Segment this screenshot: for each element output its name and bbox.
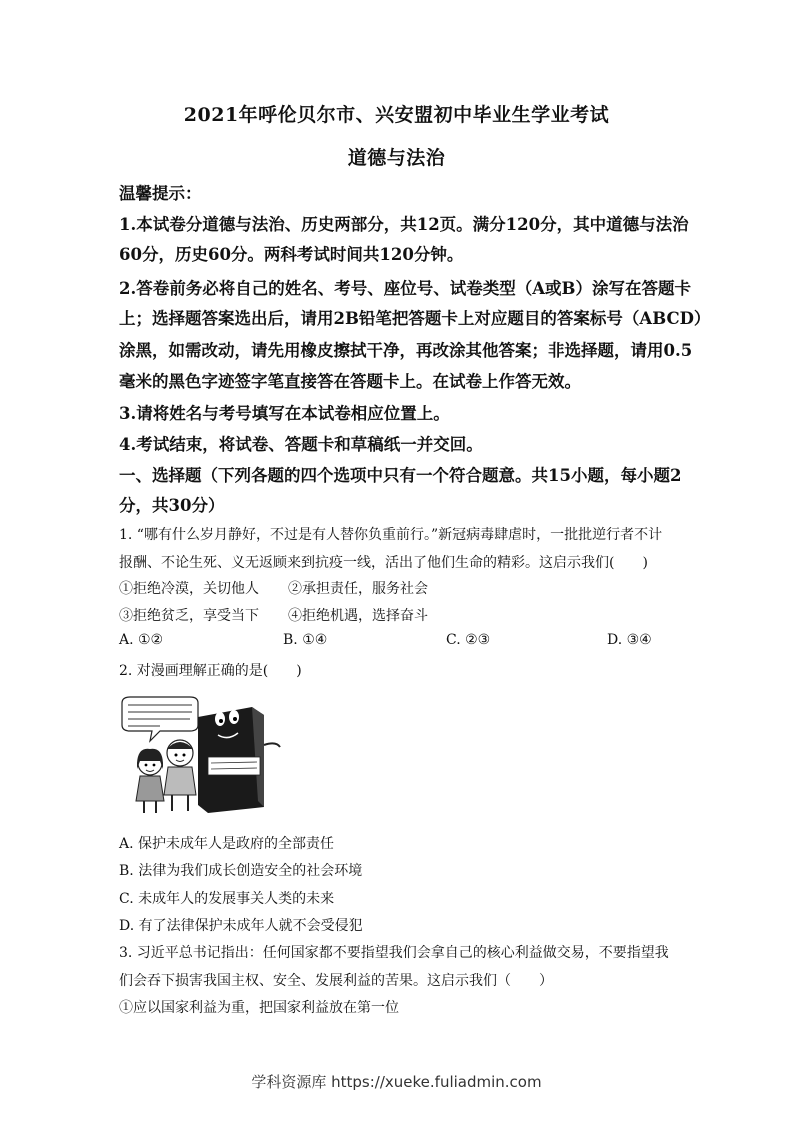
- statement-1: ①拒绝冷漠，关切他人: [119, 581, 259, 597]
- question-2-option-a: A. 保护未成年人是政府的全部责任: [119, 836, 335, 852]
- option-c: C. ②③: [446, 632, 491, 648]
- statement-2: ②承担责任，服务社会: [288, 581, 428, 597]
- question-2-stem: 2. 对漫画理解正确的是( ): [119, 663, 302, 679]
- notice-line: 毫米的黑色字迹签字笔直接答在答题卡上。在试卷上作答无效。: [119, 372, 581, 391]
- section-heading-cont: 分，共30分）: [119, 496, 225, 515]
- section-heading: 一、选择题（下列各题的四个选项中只有一个符合题意。共15小题，每小题2: [119, 466, 682, 485]
- question-2-option-d: D. 有了法律保护未成年人就不会受侵犯: [119, 918, 363, 934]
- notice-line: 2.答卷前务必将自己的姓名、考号、座位号、试卷类型（A或B）涂写在答题卡: [119, 279, 691, 298]
- option-a: A. ①②: [119, 632, 164, 648]
- question-3-statement-1: ①应以国家利益为重，把国家利益放在第一位: [119, 1000, 399, 1016]
- notice-line: 3.请将姓名与考号填写在本试卷相应位置上。: [119, 404, 450, 423]
- statement-4: ④拒绝机遇，选择奋斗: [288, 608, 428, 624]
- notice-line: 60分，历史60分。两科考试时间共120分钟。: [119, 245, 464, 264]
- notice-line: 4.考试结束，将试卷、答题卡和草稿纸一并交回。: [119, 435, 483, 454]
- footer-watermark: 学科资源库 https://xueke.fuliadmin.com: [251, 1073, 542, 1091]
- option-d: D. ③④: [607, 632, 652, 648]
- notice-line: 1.本试卷分道德与法治、历史两部分，共12页。满分120分，其中道德与法治: [119, 215, 689, 234]
- option-b: B. ①④: [283, 632, 328, 648]
- exam-title: 2021年呼伦贝尔市、兴安盟初中毕业生学业考试: [183, 104, 610, 126]
- question-3-stem-cont: 们会吞下损害我国主权、安全、发展利益的苦果。这启示我们（ ）: [119, 973, 553, 989]
- question-2-option-c: C. 未成年人的发展事关人类的未来: [119, 891, 335, 907]
- cartoon-image: [120, 695, 285, 815]
- question-1-stem-cont: 报酬、不论生死、义无返顾来到抗疫一线，活出了他们生命的精彩。这启示我们( ): [119, 555, 648, 571]
- notice-line: 上；选择题答案选出后，请用2B铅笔把答题卡上对应题目的答案标号（ABCD）: [119, 309, 711, 328]
- statement-3: ③拒绝贫乏，享受当下: [119, 608, 259, 624]
- subject-title: 道德与法治: [347, 147, 446, 169]
- notice-heading: 温馨提示：: [119, 184, 202, 203]
- question-1-stem: 1. “哪有什么岁月静好，不过是有人替你负重前行。”新冠病毒肆虐时，一批批逆行者不计: [119, 527, 663, 543]
- question-3-stem: 3. 习近平总书记指出：任何国家都不要指望我们会拿自己的核心利益做交易，不要指望我: [119, 945, 669, 961]
- notice-line: 涂黑，如需改动，请先用橡皮擦拭干净，再改涂其他答案；非选择题，请用0.5: [119, 341, 693, 360]
- question-2-option-b: B. 法律为我们成长创造安全的社会环境: [119, 863, 363, 879]
